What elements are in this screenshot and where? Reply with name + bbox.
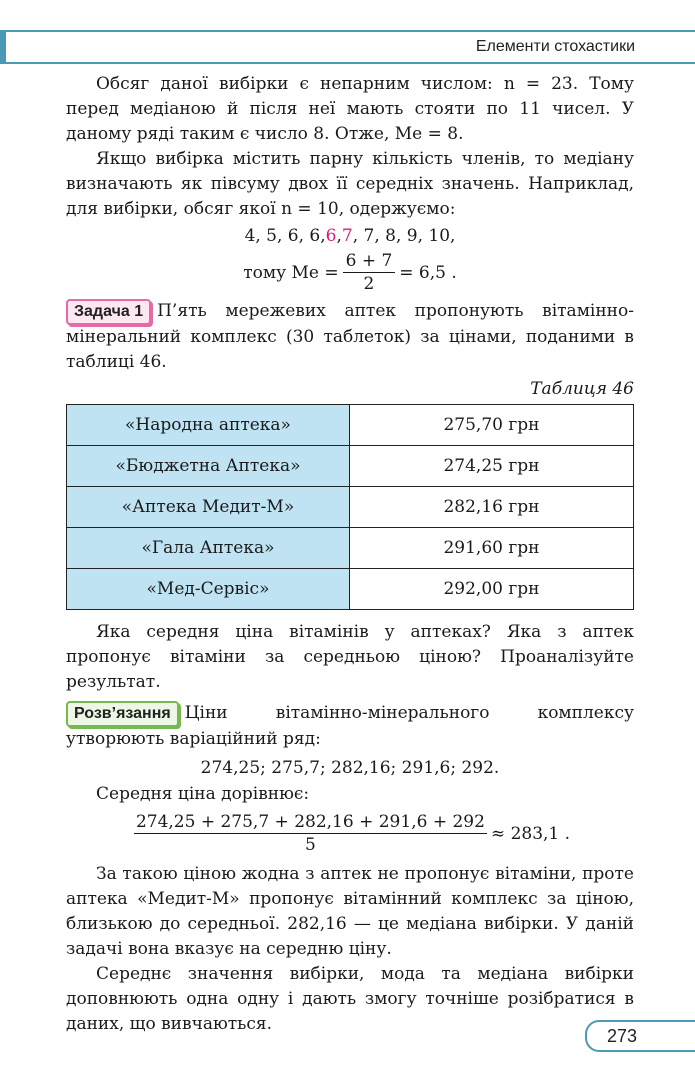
page-content <box>66 72 634 1037</box>
conclusion-paragraph: Середнє значення вибірки, мода та медіана вибірки доповнюють одна одну і дають змогу точніше розібратися в даних, що вивчаються. <box>66 964 634 1034</box>
header-title: Елементи стохастики <box>475 38 635 55</box>
pharmacy-name: «Народна аптека» <box>67 405 350 446</box>
paragraph-even-sample: Якщо вибірка містить парну кількість членів, то медіану визначають як півсуму двох її середніх значень. Наприклад, для вибірки, обсяг якої n = 10, одержуємо: <box>66 149 634 219</box>
pharmacy-price: 291,60 грн <box>350 528 634 569</box>
pharmacy-name: «Аптека Медит-М» <box>67 487 350 528</box>
analysis-paragraph: За такою ціною жодна з аптек не пропонує вітаміни, проте аптека «Медит-М» пропонує вітамінний комплекс за ціною, близькою до середньої. 282,16 — це медіана вибірки. У даній задачі вона вказує на середню ціну. <box>66 864 634 959</box>
pharmacy-name: «Гала Аптека» <box>67 528 350 569</box>
mean-intro: Середня ціна дорівнює: <box>96 784 310 804</box>
page-number: 273 <box>585 1020 695 1052</box>
median-formula: тому Me = $\frac{6 + 7}{2}$ = 6,5 . <box>243 251 457 294</box>
pharmacy-name: «Мед-Сервіс» <box>67 569 350 610</box>
sample-series: 4, 5, 6, 6, 6 , 7 , 7, 8, 9, 10, <box>244 226 456 246</box>
table-row <box>67 569 634 610</box>
header-bar <box>0 30 695 64</box>
task-badge: Задача 1 <box>66 299 151 325</box>
pharmacy-price: 292,00 грн <box>350 569 634 610</box>
variation-series: 274,25; 275,7; 282,16; 291,6; 292. <box>200 758 500 778</box>
middle-value-1: 6 <box>325 226 337 246</box>
table-row <box>67 528 634 569</box>
pharmacy-price: 275,70 грн <box>350 405 634 446</box>
median-fraction: $\frac{6 + 7}{2}$ <box>343 250 396 295</box>
pharmacy-price: 274,25 грн <box>350 446 634 487</box>
pharmacy-price-table <box>66 404 634 610</box>
table-row <box>67 446 634 487</box>
table-caption: Таблиця 46 <box>530 379 634 399</box>
question-paragraph: Яка середня ціна вітамінів у аптеках? Яка з аптек пропонує вітаміни за середньою ціною? Проаналізуйте результат. <box>66 622 634 692</box>
table-row <box>67 487 634 528</box>
pharmacy-price: 282,16 грн <box>350 487 634 528</box>
paragraph-odd-sample: Обсяг даної вибірки є непарним числом: n = 23. Тому перед медіаною й після неї мають стояти по 11 чисел. У даному ряді таким є число 8. Отже, Me = 8. <box>66 74 634 144</box>
mean-fraction: $\frac{274,25 + 275,7 + 282,16 + 291,6 + 292}{5}$ <box>135 812 485 855</box>
solution-text: Ціни вітамінно-мінерального комплексу утворюють варіаційний ряд: <box>66 703 634 749</box>
solution-paragraph <box>66 701 634 752</box>
task-paragraph <box>66 299 634 375</box>
task-text: П’ять мережевих аптек пропонують вітамінно-мінеральний комплекс (30 таблеток) за цінами, поданими в таблиці 46. <box>66 301 634 372</box>
table-row <box>67 405 634 446</box>
pharmacy-name: «Бюджетна Аптека» <box>67 446 350 487</box>
mean-formula: $\frac{274,25 + 275,7 + 282,16 + 291,6 + 292}{5}$ ≈ 283,1 . <box>135 812 571 855</box>
middle-value-2: 7 <box>341 226 353 246</box>
solution-badge: Розв’язання <box>66 701 179 727</box>
